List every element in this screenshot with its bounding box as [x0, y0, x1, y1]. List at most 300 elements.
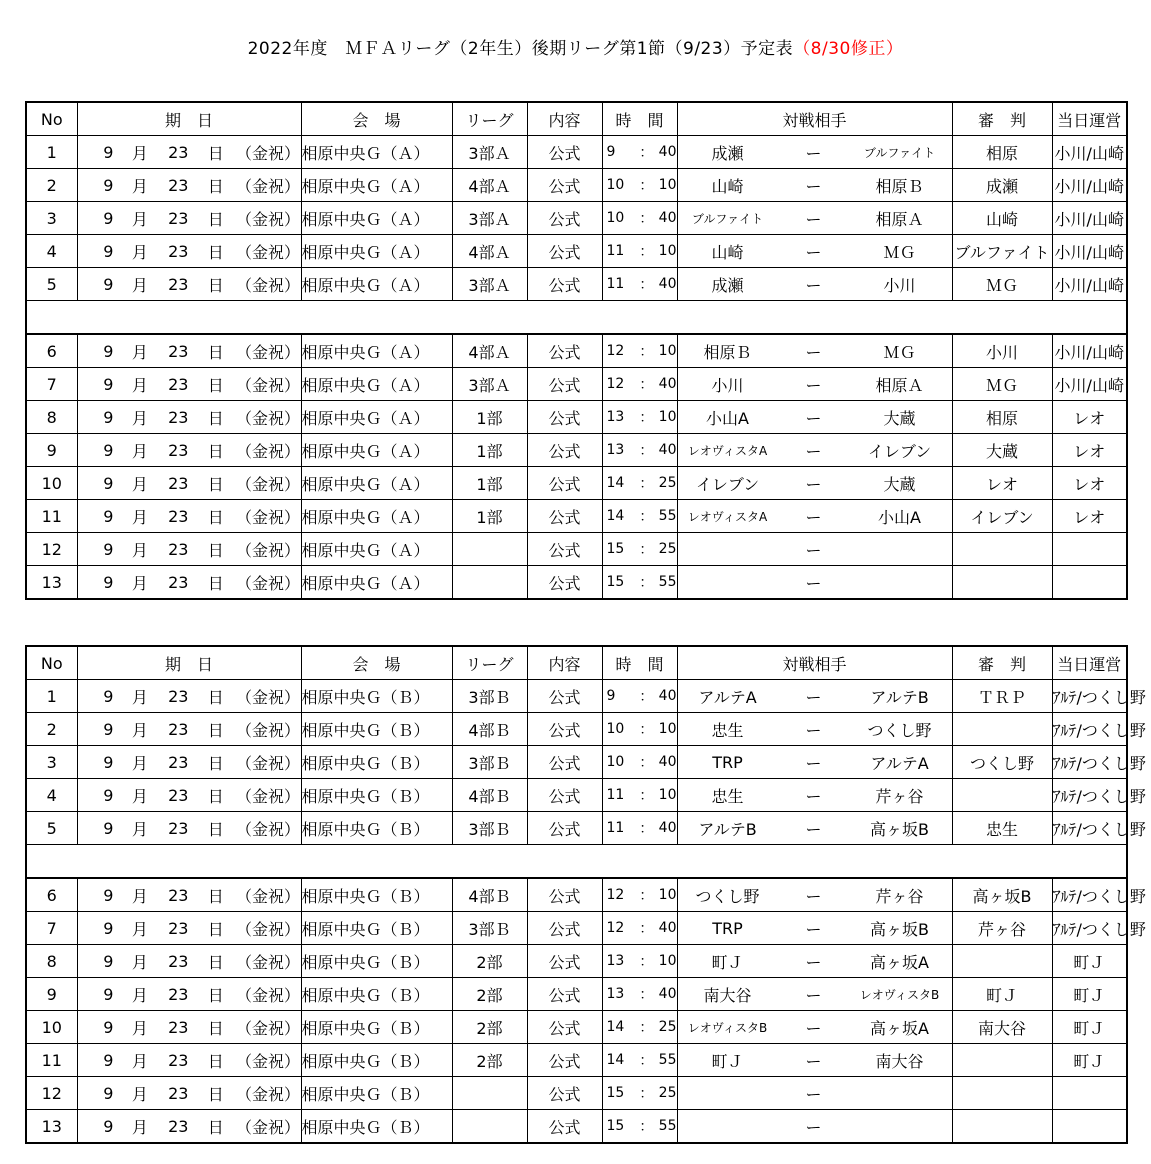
date-day: 23	[168, 1017, 189, 1037]
row-opponents	[677, 169, 952, 202]
row-opponents	[677, 1011, 952, 1044]
date-weekday: （金祝）	[235, 952, 300, 972]
row-number: 2	[26, 169, 77, 202]
row-number: 4	[26, 235, 77, 268]
match-pair	[678, 978, 952, 1010]
team-away: 相原Ａ	[875, 209, 924, 229]
date-month: 9	[103, 984, 114, 1004]
date-month: 9	[103, 885, 114, 905]
time-colon: ：	[639, 987, 654, 1003]
time-colon: ：	[639, 145, 654, 161]
time-hour: 14	[606, 475, 625, 491]
row-venue: 相原中央Ｇ（Ｂ）	[301, 812, 452, 845]
row-venue: 相原中央Ｇ（Ａ）	[301, 500, 452, 533]
row-content: 公式	[527, 566, 602, 600]
section-gap-row	[26, 845, 1127, 879]
time-parts	[603, 235, 677, 267]
header-no: No	[26, 102, 77, 136]
date-day-kanji: 日	[207, 209, 224, 229]
row-league: 1部	[452, 467, 527, 500]
match-pair	[678, 879, 952, 911]
date-day-kanji: 日	[207, 540, 224, 560]
table-row	[26, 500, 1127, 533]
time-parts	[603, 1077, 677, 1109]
row-staff: 小川/山崎	[1052, 202, 1127, 235]
row-content: 公式	[527, 235, 602, 268]
row-opponents	[677, 533, 952, 566]
row-referee	[952, 1077, 1052, 1110]
time-parts	[603, 1044, 677, 1076]
row-number: 12	[26, 1077, 77, 1110]
date-month-kanji: 月	[131, 176, 148, 196]
row-time	[602, 434, 677, 467]
row-staff: レオ	[1052, 500, 1127, 533]
date-day-kanji: 日	[207, 786, 224, 806]
table-row	[26, 169, 1127, 202]
team-away: 高ヶ坂B	[870, 819, 929, 839]
row-time	[602, 169, 677, 202]
row-number: 1	[26, 136, 77, 169]
date-day-kanji: 日	[207, 408, 224, 428]
date-month: 9	[103, 341, 114, 361]
date-parts	[78, 268, 301, 300]
table-row	[26, 878, 1127, 912]
row-time	[602, 779, 677, 812]
versus-dash: ー	[805, 985, 822, 1005]
section-gap-row	[26, 301, 1127, 335]
team-home: 相原Ｂ	[703, 342, 752, 362]
row-number: 13	[26, 1110, 77, 1144]
date-month: 9	[103, 951, 114, 971]
time-hour: 14	[606, 1052, 625, 1068]
row-staff: 町Ｊ	[1052, 1011, 1127, 1044]
header-content: 内容	[527, 102, 602, 136]
row-venue: 相原中央Ｇ（Ａ）	[301, 136, 452, 169]
row-venue: 相原中央Ｇ（Ａ）	[301, 467, 452, 500]
row-content: 公式	[527, 978, 602, 1011]
header-league: リーグ	[452, 102, 527, 136]
row-opponents	[677, 1110, 952, 1144]
row-content: 公式	[527, 812, 602, 845]
date-month-kanji: 月	[131, 375, 148, 395]
row-date	[77, 1110, 301, 1144]
row-number: 8	[26, 945, 77, 978]
versus-dash: ー	[805, 176, 822, 196]
row-referee: 小川	[952, 334, 1052, 368]
date-month-kanji: 月	[131, 540, 148, 560]
team-home: 南大谷	[703, 985, 752, 1005]
match-pair	[678, 1110, 952, 1142]
time-minute: 25	[658, 1085, 677, 1101]
date-month: 9	[103, 208, 114, 228]
row-referee: 相原	[952, 136, 1052, 169]
team-home: TRP	[712, 918, 743, 938]
versus-dash: ー	[805, 441, 822, 461]
time-hour: 15	[606, 1085, 625, 1101]
team-home: アルテA	[698, 687, 757, 707]
team-away: 小川	[883, 275, 916, 295]
row-content: 公式	[527, 945, 602, 978]
row-number: 7	[26, 368, 77, 401]
row-league: 3部Ａ	[452, 136, 527, 169]
team-away: つくし野	[867, 720, 932, 740]
row-venue: 相原中央Ｇ（Ｂ）	[301, 779, 452, 812]
time-minute: 40	[658, 820, 677, 836]
date-day: 23	[168, 440, 189, 460]
date-month-kanji: 月	[131, 143, 148, 163]
row-content: 公式	[527, 268, 602, 301]
row-venue: 相原中央Ｇ（Ｂ）	[301, 1044, 452, 1077]
row-time	[602, 500, 677, 533]
team-away: ブルファイト	[863, 145, 936, 160]
row-referee: 高ヶ坂B	[952, 878, 1052, 912]
team-home: つくし野	[695, 886, 760, 906]
row-opponents	[677, 878, 952, 912]
date-weekday: （金祝）	[235, 408, 300, 428]
row-date	[77, 136, 301, 169]
row-opponents	[677, 401, 952, 434]
time-minute: 10	[658, 721, 677, 737]
row-number: 13	[26, 566, 77, 600]
time-minute: 25	[658, 541, 677, 557]
date-day: 23	[168, 506, 189, 526]
match-pair	[678, 467, 952, 499]
time-hour: 15	[606, 1118, 625, 1134]
row-time	[602, 202, 677, 235]
time-hour: 11	[606, 820, 625, 836]
date-month: 9	[103, 274, 114, 294]
date-parts	[78, 978, 301, 1010]
date-month: 9	[103, 785, 114, 805]
team-home: レオヴィスタA	[687, 443, 768, 458]
row-content: 公式	[527, 1077, 602, 1110]
date-weekday: （金祝）	[235, 143, 300, 163]
versus-dash: ー	[805, 573, 822, 593]
time-hour: 11	[606, 276, 625, 292]
team-away: 相原Ａ	[875, 375, 924, 395]
date-day-kanji: 日	[207, 985, 224, 1005]
date-day-kanji: 日	[207, 143, 224, 163]
row-opponents	[677, 268, 952, 301]
row-number: 6	[26, 878, 77, 912]
time-minute: 10	[658, 787, 677, 803]
date-day: 23	[168, 1050, 189, 1070]
row-number: 3	[26, 202, 77, 235]
versus-dash: ー	[805, 753, 822, 773]
row-referee	[952, 945, 1052, 978]
row-date	[77, 202, 301, 235]
date-month-kanji: 月	[131, 786, 148, 806]
time-hour: 14	[606, 508, 625, 524]
date-month-kanji: 月	[131, 1117, 148, 1137]
versus-dash: ー	[805, 275, 822, 295]
date-weekday: （金祝）	[235, 540, 300, 560]
row-venue: 相原中央Ｇ（Ｂ）	[301, 945, 452, 978]
date-day: 23	[168, 1116, 189, 1136]
row-referee	[952, 533, 1052, 566]
date-month: 9	[103, 572, 114, 592]
date-weekday: （金祝）	[235, 375, 300, 395]
row-referee: ブルファイト	[952, 235, 1052, 268]
row-referee	[952, 1044, 1052, 1077]
date-month-kanji: 月	[131, 408, 148, 428]
team-away: レオヴィスタB	[859, 987, 940, 1002]
row-date	[77, 878, 301, 912]
row-referee: 成瀬	[952, 169, 1052, 202]
row-staff	[1052, 1077, 1127, 1110]
row-league: 4部Ｂ	[452, 713, 527, 746]
match-pair	[678, 1011, 952, 1043]
row-venue: 相原中央Ｇ（Ｂ）	[301, 713, 452, 746]
row-league: 1部	[452, 401, 527, 434]
table-row	[26, 978, 1127, 1011]
header-opponent: 対戦相手	[677, 102, 952, 136]
row-staff: レオ	[1052, 401, 1127, 434]
row-staff	[1052, 533, 1127, 566]
time-hour: 10	[606, 754, 625, 770]
match-pair	[678, 268, 952, 300]
row-referee	[952, 566, 1052, 600]
table-row	[26, 235, 1127, 268]
row-content: 公式	[527, 500, 602, 533]
row-referee: ＴＲＰ	[952, 680, 1052, 713]
time-minute: 55	[658, 574, 677, 590]
date-parts	[78, 169, 301, 201]
row-opponents	[677, 746, 952, 779]
row-time	[602, 566, 677, 600]
date-parts	[78, 202, 301, 234]
date-day: 23	[168, 719, 189, 739]
time-minute: 40	[658, 276, 677, 292]
time-minute: 55	[658, 1052, 677, 1068]
time-hour: 11	[606, 243, 625, 259]
row-time	[602, 746, 677, 779]
header-referee: 審 判	[952, 102, 1052, 136]
header-staff: 当日運営	[1052, 102, 1127, 136]
date-day: 23	[168, 473, 189, 493]
time-parts	[603, 202, 677, 234]
date-day-kanji: 日	[207, 573, 224, 593]
row-referee	[952, 779, 1052, 812]
header-referee: 審 判	[952, 646, 1052, 680]
date-day-kanji: 日	[207, 474, 224, 494]
time-parts	[603, 912, 677, 944]
row-content: 公式	[527, 1011, 602, 1044]
row-referee: 南大谷	[952, 1011, 1052, 1044]
time-colon: ：	[639, 542, 654, 558]
table-row	[26, 566, 1127, 600]
row-time	[602, 812, 677, 845]
row-date	[77, 812, 301, 845]
row-content: 公式	[527, 169, 602, 202]
date-day: 23	[168, 918, 189, 938]
row-staff	[1052, 1110, 1127, 1144]
title-main: 2022年度 ＭＦＡリーグ（2年生）後期リーグ第1節（9/23）予定表	[247, 39, 794, 59]
row-content: 公式	[527, 1044, 602, 1077]
time-parts	[603, 879, 677, 911]
row-venue: 相原中央Ｇ（Ａ）	[301, 202, 452, 235]
date-month-kanji: 月	[131, 720, 148, 740]
date-month-kanji: 月	[131, 886, 148, 906]
row-league: 3部Ａ	[452, 202, 527, 235]
row-staff: 小川/山崎	[1052, 136, 1127, 169]
date-parts	[78, 1011, 301, 1043]
date-month-kanji: 月	[131, 819, 148, 839]
table-row	[26, 746, 1127, 779]
row-opponents	[677, 202, 952, 235]
match-pair	[678, 566, 952, 598]
time-colon: ：	[639, 443, 654, 459]
time-parts	[603, 779, 677, 811]
date-month-kanji: 月	[131, 441, 148, 461]
date-day: 23	[168, 274, 189, 294]
date-day-kanji: 日	[207, 720, 224, 740]
header-date: 期 日	[77, 646, 301, 680]
row-staff: ｱﾙﾃ/つくし野	[1052, 878, 1127, 912]
table-row	[26, 467, 1127, 500]
time-minute: 10	[658, 953, 677, 969]
time-hour: 12	[606, 887, 625, 903]
team-home: 成瀬	[711, 143, 744, 163]
date-day: 23	[168, 208, 189, 228]
date-month: 9	[103, 241, 114, 261]
header-opponent: 対戦相手	[677, 646, 952, 680]
time-colon: ：	[639, 821, 654, 837]
row-opponents	[677, 566, 952, 600]
date-day-kanji: 日	[207, 1117, 224, 1137]
date-month: 9	[103, 686, 114, 706]
versus-dash: ー	[805, 952, 822, 972]
date-weekday: （金祝）	[235, 176, 300, 196]
date-month-kanji: 月	[131, 507, 148, 527]
versus-dash: ー	[805, 819, 822, 839]
date-day: 23	[168, 686, 189, 706]
date-month-kanji: 月	[131, 952, 148, 972]
time-hour: 9	[606, 144, 616, 160]
date-month: 9	[103, 1083, 114, 1103]
time-parts	[603, 434, 677, 466]
versus-dash: ー	[805, 919, 822, 939]
versus-dash: ー	[805, 242, 822, 262]
versus-dash: ー	[805, 720, 822, 740]
row-number: 11	[26, 1044, 77, 1077]
date-month-kanji: 月	[131, 919, 148, 939]
date-day-kanji: 日	[207, 275, 224, 295]
row-staff: 町Ｊ	[1052, 945, 1127, 978]
row-opponents	[677, 500, 952, 533]
date-month: 9	[103, 918, 114, 938]
time-hour: 12	[606, 920, 625, 936]
date-parts	[78, 680, 301, 712]
date-month: 9	[103, 506, 114, 526]
date-parts	[78, 136, 301, 168]
date-weekday: （金祝）	[235, 275, 300, 295]
versus-dash: ー	[805, 507, 822, 527]
row-league: 3部Ｂ	[452, 812, 527, 845]
row-league: 1部	[452, 434, 527, 467]
row-league	[452, 1110, 527, 1144]
time-colon: ：	[639, 755, 654, 771]
time-colon: ：	[639, 344, 654, 360]
row-opponents	[677, 136, 952, 169]
time-hour: 13	[606, 986, 625, 1002]
team-home: 山崎	[711, 242, 744, 262]
date-day-kanji: 日	[207, 176, 224, 196]
date-month-kanji: 月	[131, 242, 148, 262]
row-opponents	[677, 779, 952, 812]
page-title	[0, 34, 1151, 59]
row-venue: 相原中央Ｇ（Ａ）	[301, 401, 452, 434]
date-day: 23	[168, 142, 189, 162]
table-row	[26, 680, 1127, 713]
date-parts	[78, 812, 301, 844]
team-home: 小川	[711, 375, 744, 395]
date-weekday: （金祝）	[235, 573, 300, 593]
row-date	[77, 566, 301, 600]
date-parts	[78, 335, 301, 367]
team-away: 芹ヶ谷	[875, 786, 924, 806]
row-number: 4	[26, 779, 77, 812]
date-weekday: （金祝）	[235, 1051, 300, 1071]
row-opponents	[677, 680, 952, 713]
team-away: 小山A	[878, 507, 921, 527]
row-league: 1部	[452, 500, 527, 533]
row-referee: イレブン	[952, 500, 1052, 533]
row-time	[602, 334, 677, 368]
time-colon: ：	[639, 921, 654, 937]
time-hour: 15	[606, 574, 625, 590]
row-time	[602, 878, 677, 912]
row-referee: ＭＧ	[952, 368, 1052, 401]
table-row	[26, 1110, 1127, 1144]
row-venue: 相原中央Ｇ（Ｂ）	[301, 912, 452, 945]
time-parts	[603, 945, 677, 977]
row-staff	[1052, 566, 1127, 600]
row-staff: 町Ｊ	[1052, 978, 1127, 1011]
time-minute: 55	[658, 1118, 677, 1134]
team-home: ブルファイト	[691, 211, 764, 226]
row-referee: つくし野	[952, 746, 1052, 779]
date-day-kanji: 日	[207, 375, 224, 395]
row-content: 公式	[527, 713, 602, 746]
date-day: 23	[168, 1083, 189, 1103]
time-minute: 55	[658, 508, 677, 524]
team-home: 小山A	[706, 408, 749, 428]
date-parts	[78, 945, 301, 977]
date-parts	[78, 368, 301, 400]
row-opponents	[677, 978, 952, 1011]
versus-dash: ー	[805, 1018, 822, 1038]
row-league: 2部	[452, 978, 527, 1011]
date-day: 23	[168, 407, 189, 427]
time-minute: 10	[658, 887, 677, 903]
date-parts	[78, 746, 301, 778]
time-colon: ：	[639, 888, 654, 904]
row-content: 公式	[527, 878, 602, 912]
row-opponents	[677, 334, 952, 368]
versus-dash: ー	[805, 1051, 822, 1071]
row-number: 1	[26, 680, 77, 713]
date-parts	[78, 1110, 301, 1142]
date-month-kanji: 月	[131, 1018, 148, 1038]
time-minute: 40	[658, 144, 677, 160]
time-parts	[603, 566, 677, 598]
time-colon: ：	[639, 509, 654, 525]
date-weekday: （金祝）	[235, 985, 300, 1005]
row-date	[77, 268, 301, 301]
date-weekday: （金祝）	[235, 441, 300, 461]
time-hour: 10	[606, 177, 625, 193]
